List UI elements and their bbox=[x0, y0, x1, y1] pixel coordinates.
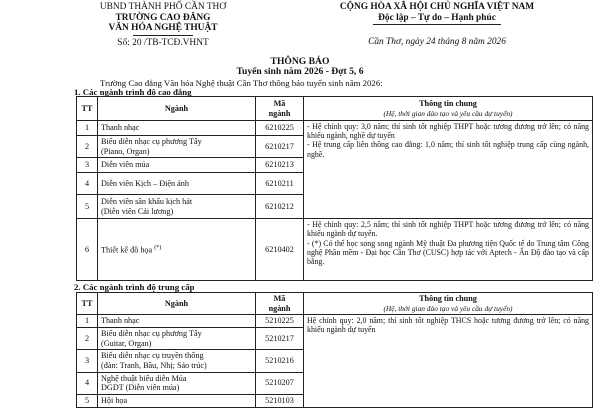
row-name: Diễn viên sân khấu kịch hát (Diễn viên Cải lương) bbox=[98, 195, 256, 219]
national-title: CỘNG HÒA XÃ HỘI CHỦ NGHĨA VIỆT NAM bbox=[339, 2, 535, 12]
col-header-info: Thông tin chung (Hệ, thời gian đào tạo và yêu cầu dự tuyển) bbox=[304, 293, 593, 315]
col-header-info: Thông tin chung (Hệ, thời gian đào tạo và yêu cầu dự tuyển) bbox=[304, 97, 593, 121]
row-code: 5210217 bbox=[256, 328, 304, 350]
section1-heading: 1. Các ngành trình độ cao đẳng bbox=[74, 87, 192, 97]
row-tt: 3 bbox=[77, 158, 98, 173]
national-motto: Độc lập – Tự do – Hạnh phúc bbox=[378, 12, 496, 23]
row-name: Hội họa bbox=[98, 394, 256, 407]
info-text: - Hệ chính quy: 2,5 năm; thí sinh tốt nghiệp THPT hoặc tương đương trở lên; có năng khiếu ngành dự tuyển. bbox=[307, 220, 589, 239]
row-tt: 4 bbox=[77, 173, 98, 195]
notice-intro: Trường Cao đẳng Văn hóa Nghệ thuật Cần Thơ thông báo tuyển sinh năm 2026: bbox=[100, 78, 383, 88]
document-number: Số: 20 /TB-TCĐ.VHNT bbox=[117, 37, 209, 48]
row-tt: 1 bbox=[77, 121, 98, 136]
row-tt: 1 bbox=[77, 315, 98, 328]
header-right bbox=[278, 2, 596, 48]
asterisk-mark: (*) bbox=[154, 245, 162, 252]
info-text: - (*) Có thể học song song ngành Mỹ thuật Đa phương tiện Quốc tế do Trung tâm Công nghệ Phần mềm - Đại học Cần Thơ (CUSC) hợp tác với Aptech - Ấn Độ đào tạo và cấp bằng. bbox=[307, 238, 589, 266]
table-header-row bbox=[77, 97, 593, 121]
row-name: Thiết kế đồ họa (*) bbox=[98, 219, 256, 281]
motto-underline bbox=[373, 24, 501, 25]
table-header-row bbox=[77, 293, 593, 315]
row-name: Diễn viên Kịch – Điện ảnh bbox=[98, 173, 256, 195]
row-code: 6210225 bbox=[256, 121, 304, 136]
header-left bbox=[58, 2, 268, 48]
header-left-underline bbox=[133, 35, 193, 36]
row-name: Nghệ thuật biểu diễn Múa DGDT (Diễn viên múa) bbox=[98, 372, 256, 394]
intermediate-programs-table bbox=[76, 292, 593, 408]
info-text: Hệ chính quy: 2,0 năm; thí sinh tốt nghiệp THCS hoặc tương đương trở lên; có năng khiếu ngành dự tuyển bbox=[307, 316, 589, 335]
row-tt: 2 bbox=[77, 328, 98, 350]
row-code: 5210103 bbox=[256, 394, 304, 407]
row-code: 5210207 bbox=[256, 372, 304, 394]
table-row bbox=[77, 121, 593, 136]
col-header-tt: TT bbox=[77, 293, 98, 315]
section2-heading: 2. Các ngành trình độ trung cấp bbox=[74, 282, 195, 292]
row-code: 5210216 bbox=[256, 350, 304, 372]
row-name: Diễn viên múa bbox=[98, 158, 256, 173]
row-tt: 4 bbox=[77, 372, 98, 394]
row-name: Biểu diễn nhạc cụ phương Tây (Guitar, Organ) bbox=[98, 328, 256, 350]
col-header-name: Ngành bbox=[98, 97, 256, 121]
row-tt: 2 bbox=[77, 136, 98, 158]
place-date: Cần Thơ, ngày 24 tháng 8 năm 2026 bbox=[368, 37, 506, 47]
college-programs-table bbox=[76, 96, 593, 281]
row-code: 5210225 bbox=[256, 315, 304, 328]
row-name: Biểu diễn nhạc cụ truyền thống (đàn: Tranh, Bầu, Nhị; Sáo trúc) bbox=[98, 350, 256, 372]
row-code: 6210213 bbox=[256, 158, 304, 173]
notice-subtitle: Tuyển sinh năm 2026 - Đợt 5, 6 bbox=[236, 66, 364, 77]
info-cell-college-group2 bbox=[304, 219, 593, 281]
col-header-tt: TT bbox=[77, 97, 98, 121]
table-row bbox=[77, 315, 593, 328]
col-header-code: Mã ngành bbox=[256, 97, 304, 121]
row-tt: 5 bbox=[77, 394, 98, 407]
row-code: 6210212 bbox=[256, 195, 304, 219]
row-tt: 3 bbox=[77, 350, 98, 372]
col-header-name: Ngành bbox=[98, 293, 256, 315]
row-code: 6210402 bbox=[256, 219, 304, 281]
info-cell-college-group1 bbox=[304, 121, 593, 219]
info-text: - Hệ trung cấp liên thông cao đẳng: 1,0 năm; thí sinh tốt nghiệp trung cấp cùng ngành, nghề. bbox=[307, 140, 589, 159]
row-code: 6210211 bbox=[256, 173, 304, 195]
notice-title: THÔNG BÁO bbox=[270, 56, 330, 67]
row-tt: 6 bbox=[77, 219, 98, 281]
row-name: Thanh nhạc bbox=[98, 121, 256, 136]
agency-name: UBND THÀNH PHỐ CẦN THƠ bbox=[99, 2, 227, 12]
row-tt: 5 bbox=[77, 195, 98, 219]
school-name-line2: VĂN HÓA NGHỆ THUẬT bbox=[108, 23, 218, 33]
row-name: Biểu diễn nhạc cụ phương Tây (Piano, Organ) bbox=[98, 136, 256, 158]
info-cell-intermediate bbox=[304, 315, 593, 408]
info-text: - Hệ chính quy: 3,0 năm; thí sinh tốt nghiệp THPT hoặc tương đương trở lên; có năng khiếu ngành, nghề dự tuyển bbox=[307, 122, 589, 141]
school-name-line1: TRƯỜNG CAO ĐẲNG bbox=[115, 12, 211, 23]
table-row bbox=[77, 219, 593, 281]
row-name: Thanh nhạc bbox=[98, 315, 256, 328]
row-code: 6210217 bbox=[256, 136, 304, 158]
col-header-code: Mã ngành bbox=[256, 293, 304, 315]
